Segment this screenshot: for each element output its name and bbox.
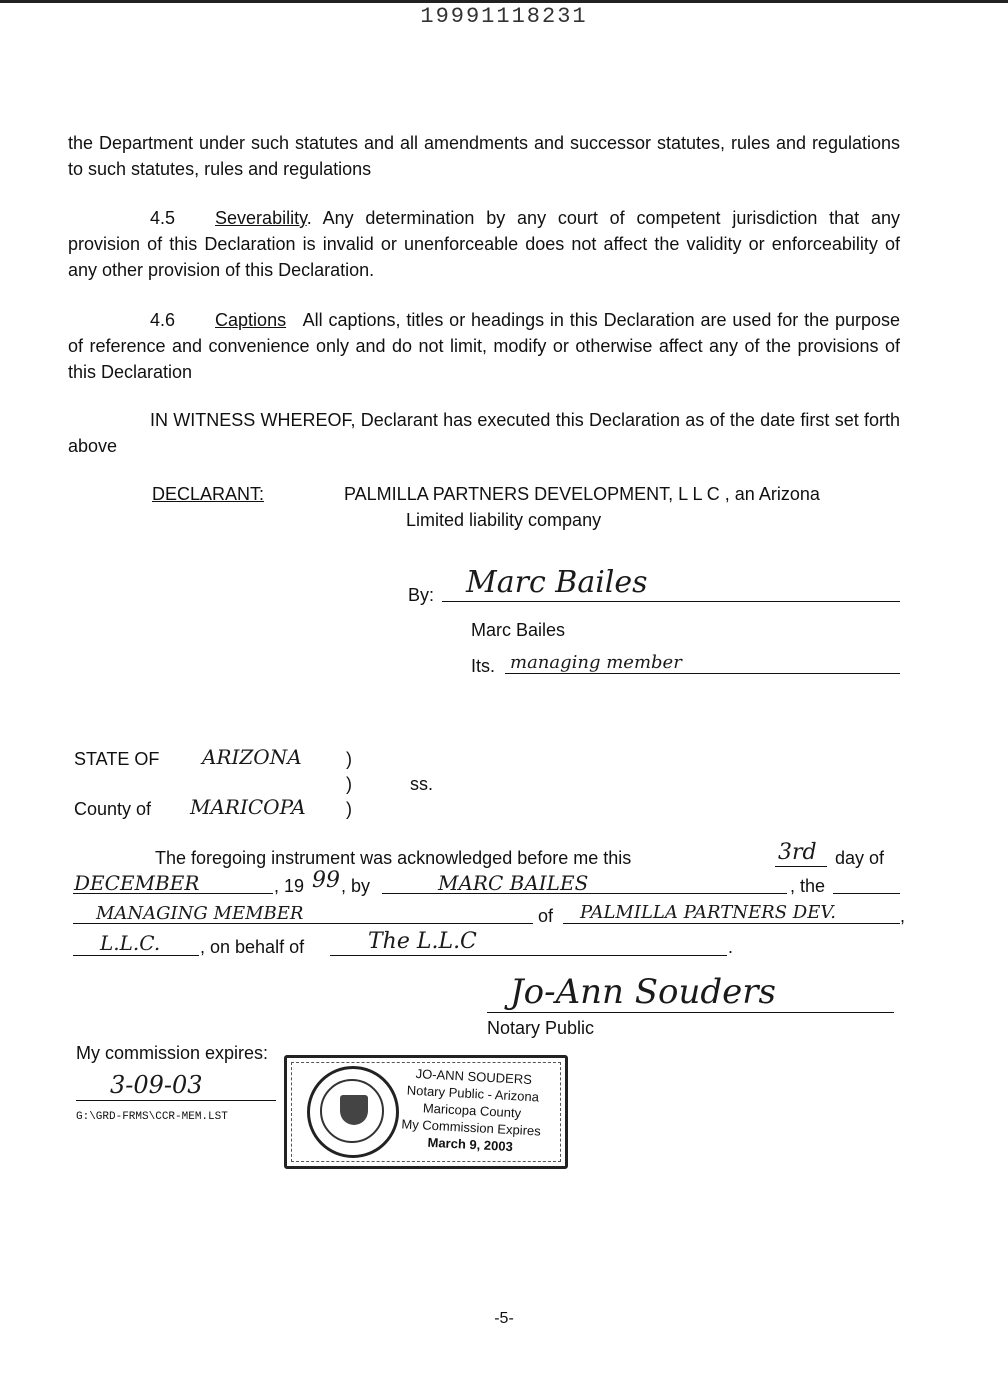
commission-line <box>76 1100 276 1101</box>
title-value: MANAGING MEMBER <box>96 903 304 924</box>
declarant-signature: Marc Bailes <box>466 565 648 600</box>
comma: , <box>900 906 906 926</box>
notary-signature: Jo-Ann Souders <box>510 972 776 1012</box>
behalf-line <box>330 955 727 956</box>
by-text: , by <box>341 876 371 896</box>
continuation-text: the Department under such statutes and all amendments and successor statutes, rules and regulations to such statutes, rules and regulations <box>68 133 900 179</box>
section-title: Captions <box>215 310 287 330</box>
notary-seal-stamp <box>284 1055 568 1169</box>
behalf-value: The L.L.C <box>368 929 477 954</box>
its-value: managing member <box>510 652 682 673</box>
paren-1: ) <box>346 749 352 769</box>
period: . <box>728 937 734 957</box>
commission-value: 3-09-03 <box>110 1071 203 1099</box>
paren-3: ) <box>346 799 352 819</box>
its-label: Its. <box>471 656 496 676</box>
the-line <box>833 893 900 894</box>
file-path: G:\GRD-FRMS\CCR-MEM.LST <box>76 1111 228 1123</box>
seal-text-block <box>385 1064 559 1158</box>
section-text: All captions, titles or headings in this Declaration are used for the purpose of reference and convenience only and do not limit, modify or otherwise affect any of the provisions of this Declaration <box>68 310 900 382</box>
commission-label: My commission expires: <box>76 1043 269 1063</box>
month-value: DECEMBER <box>74 871 200 895</box>
ss-label: ss. <box>410 774 434 794</box>
year-value: 99 <box>312 868 340 893</box>
declarant-name-line1: PALMILLA PARTNERS DEVELOPMENT, L L C , an Arizona <box>344 484 820 504</box>
county-label: County of <box>74 799 152 819</box>
ack-text: The foregoing instrument was acknowledged before me this <box>155 848 632 868</box>
section-text: Any determination by any court of competent jurisdiction that any provision of this Declaration is invalid or unenforceable does not affect the validity or enforceability of any other provision of this Declaration. <box>68 208 900 280</box>
person-value: MARC BAILES <box>438 871 589 895</box>
continuation-paragraph <box>68 130 900 182</box>
document-number: 19991118231 <box>420 4 588 29</box>
section-number: 4.6 <box>150 310 176 330</box>
witness-paragraph <box>68 407 900 459</box>
declarant-label: DECLARANT: <box>152 484 265 504</box>
notary-signature-line <box>487 1012 894 1013</box>
page-number: -5- <box>494 1310 514 1327</box>
declarant-name-line2: Limited liability company <box>406 510 602 530</box>
top-rule <box>0 0 1008 3</box>
company-value: PALMILLA PARTNERS DEV. <box>580 902 836 923</box>
day-value: 3rd <box>778 840 817 865</box>
the-text: , the <box>790 876 826 896</box>
notary-public-label: Notary Public <box>487 1018 595 1038</box>
county-value: MARICOPA <box>190 795 306 819</box>
seal-line4: My Commission Expires <box>401 1116 542 1139</box>
seal-line5: March 9, 2003 <box>427 1134 514 1155</box>
witness-text: IN WITNESS WHEREOF, Declarant has executed this Declaration as of the date first set forth above <box>68 410 900 456</box>
signature-line <box>442 601 900 602</box>
signer-name: Marc Bailes <box>471 620 566 640</box>
state-label: STATE OF <box>74 749 160 769</box>
year-prefix: , 19 <box>274 876 305 896</box>
by-label: By: <box>408 585 435 605</box>
section-number: 4.5 <box>150 208 176 228</box>
day-of-text: day of <box>835 848 885 868</box>
seal-line2: Notary Public - Arizona <box>406 1082 540 1105</box>
section-4-6 <box>68 307 900 385</box>
section-4-5: 4.5 Severability. Any determination by any court of competent jurisdiction that any provision of this Declaration is invalid or unenforceable does not affect the validity or enforceability of any other provision of this Declaration. <box>68 208 900 280</box>
section-title: Severability <box>215 208 307 228</box>
company-value-2: L.L.C. <box>100 931 161 955</box>
seal-name: JO-ANN SOUDERS <box>415 1066 533 1088</box>
day-line <box>775 866 827 867</box>
seal-shield-icon <box>340 1095 368 1125</box>
of-text: of <box>538 906 554 926</box>
on-behalf-text: , on behalf of <box>200 937 305 957</box>
seal-line3: Maricopa County <box>422 1100 522 1121</box>
state-value: ARIZONA <box>202 745 302 769</box>
paren-2: ) <box>346 774 352 794</box>
